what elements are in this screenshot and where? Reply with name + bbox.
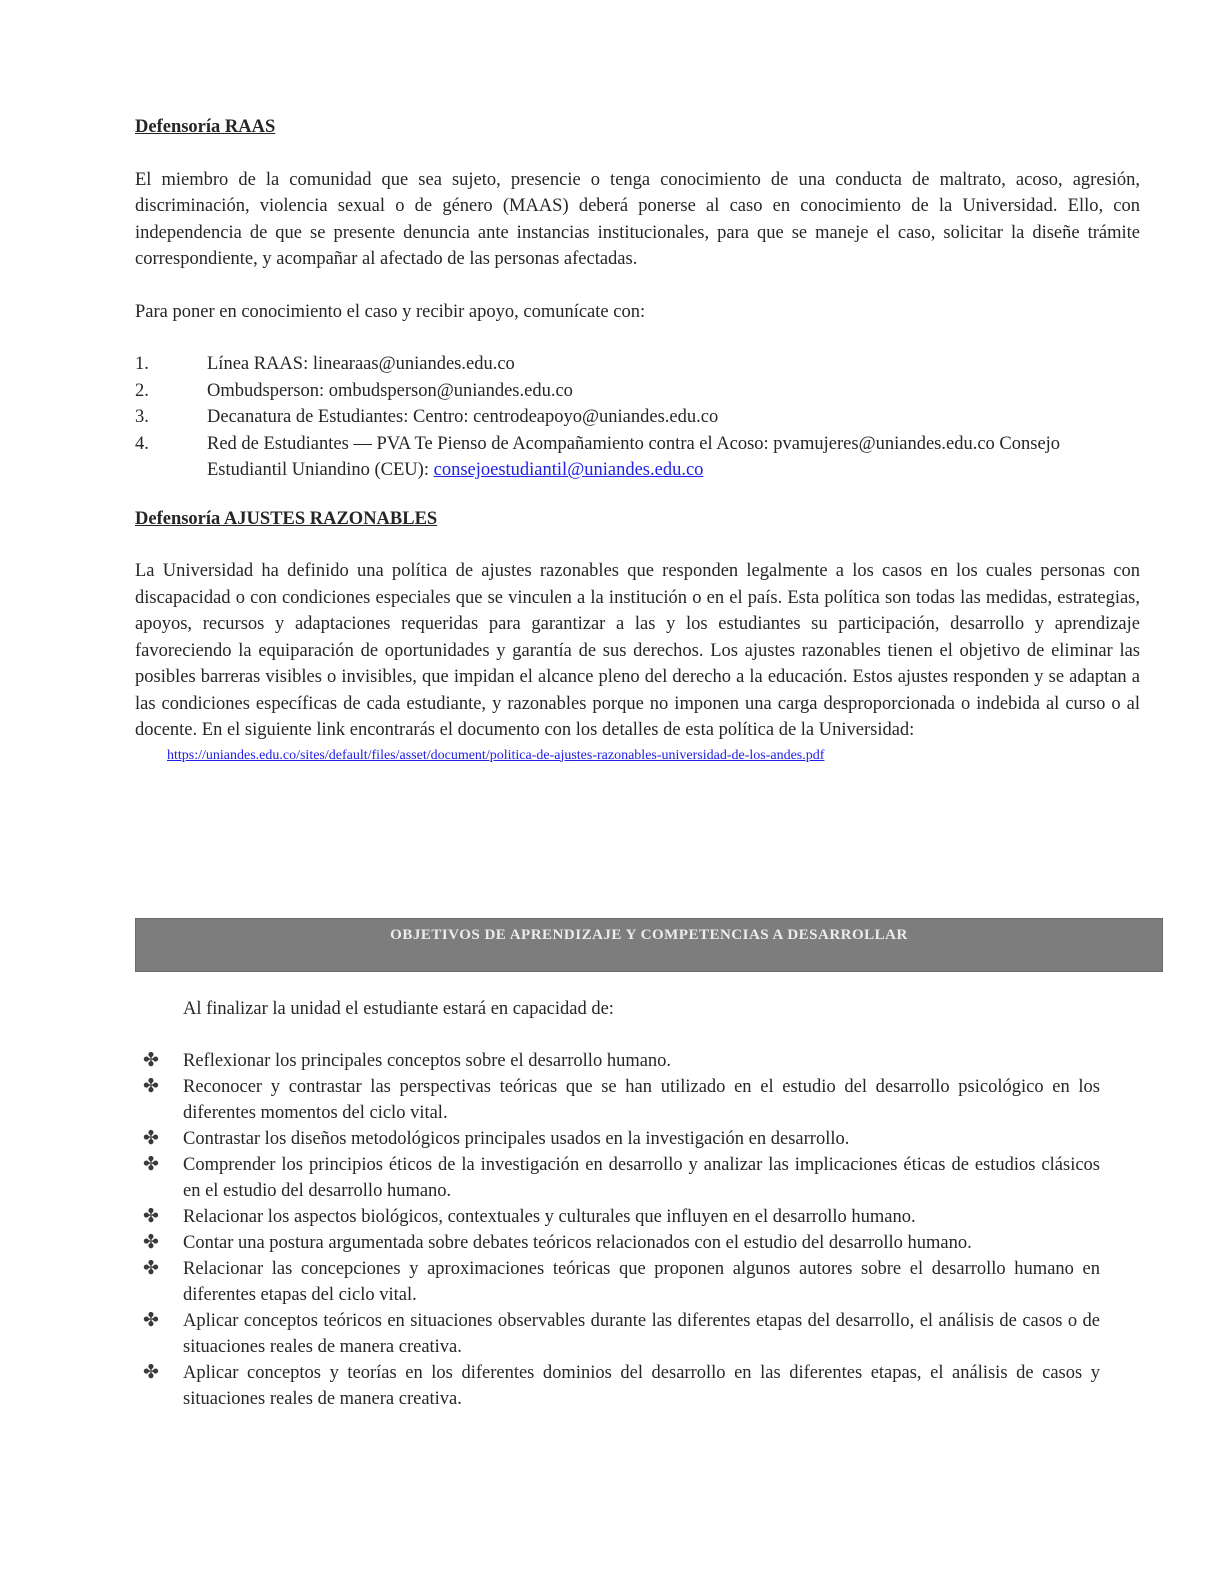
list-item-text: Contar una postura argumentada sobre debates teóricos relacionados con el estudio del desarrollo humano. [183, 1233, 972, 1253]
list-item-text: Relacionar las concepciones y aproximaciones teóricas que proponen algunos autores sobre el desarrollo humano en diferentes etapas del ciclo vital. [183, 1259, 1100, 1305]
list-item [135, 1308, 1100, 1360]
diamond-bullet-icon: ✤ [143, 1050, 159, 1071]
list-number: 2. [135, 380, 149, 401]
diamond-bullet-icon: ✤ [143, 1076, 159, 1097]
list-item-text: Comprender los principios éticos de la investigación en desarrollo y analizar las implicaciones éticas de estudios clásicos en el estudio del desarrollo humano. [183, 1155, 1100, 1201]
list-item-text: Decanatura de Estudiantes: Centro: centrodeapoyo@uniandes.edu.co [207, 407, 719, 427]
objectives-list [135, 1048, 1100, 1412]
ajustes-paragraph: La Universidad ha definido una política de ajustes razonables que responden legalmente a los casos en los cuales personas con discapacidad o con condiciones especiales que se vinculen a la institución o en el país. Esta política son todas las medidas, estrategias, apoyos, recursos y adaptaciones requeridas para garantizar a las y los estudiantes su participación, desarrollo y aprendizaje favoreciendo la equiparación de oportunidades y garantía de sus derechos. Los ajustes razonables tienen el objetivo de eliminar las posibles barreras visibles o invisibles, que impidan el alcance pleno del derecho a la educación. Estos ajustes responden y se adaptan a las condiciones específicas de cada estudiante, y razonables porque no imponen una carga desproporcionada o indebida al curso o al docente. En el siguiente link encontrarás el documento con los detalles de esta política de la Universidad: [135, 561, 1140, 740]
diamond-bullet-icon: ✤ [143, 1128, 159, 1149]
list-item [135, 404, 1140, 431]
list-item-text: Contrastar los diseños metodológicos principales usados en la investigación en desarrollo. [183, 1129, 850, 1149]
objectives-banner [135, 918, 1163, 972]
list-number: 1. [135, 354, 149, 374]
main-content [135, 114, 1140, 768]
list-item [135, 1126, 1100, 1152]
diamond-bullet-icon: ✤ [143, 1232, 159, 1253]
list-item [135, 1230, 1100, 1256]
list-number: 4. [135, 433, 149, 454]
list-item-text: Ombudsperson: ombudsperson@uniandes.edu.co [207, 380, 573, 401]
list-item-text: Reconocer y contrastar las perspectivas teóricas que se han utilizado en el estudio del desarrollo psicológico en los diferentes momentos del ciclo vital. [183, 1077, 1100, 1123]
banner-title: OBJETIVOS DE APRENDIZAJE Y COMPETENCIAS A DESARROLLAR [390, 927, 908, 943]
objectives-section [135, 996, 1100, 1412]
list-item [135, 1152, 1100, 1204]
objectives-intro: Al finalizar la unidad el estudiante estará en capacidad de: [183, 999, 614, 1019]
list-item [135, 351, 1140, 378]
list-item [135, 1204, 1100, 1230]
list-item [135, 378, 1140, 405]
ceu-email-link[interactable]: consejoestudiantil@uniandes.edu.co [433, 460, 704, 480]
list-number: 3. [135, 407, 149, 427]
list-item [135, 431, 1140, 484]
list-item-text: Reflexionar los principales conceptos sobre el desarrollo humano. [183, 1051, 672, 1071]
list-item [135, 1256, 1100, 1308]
list-item-text: Red de Estudiantes — PVA Te Pienso de Acompañamiento contra el Acoso: pvamujeres@uniandes.edu.co Consejo Estudiantil Uniandino (CEU): [207, 433, 1061, 480]
contact-intro: Para poner en conocimiento el caso y recibir apoyo, comunícate con: [135, 301, 646, 322]
policy-link[interactable]: https://uniandes.edu.co/sites/default/files/asset/document/politica-de-ajustes-razonables-universidad-de-los-andes.pdf [167, 747, 825, 763]
list-item [135, 1074, 1100, 1126]
list-item-text: Línea RAAS: linearaas@uniandes.edu.co [207, 354, 515, 374]
contact-list [135, 351, 1140, 484]
list-item-text: Relacionar los aspectos biológicos, contextuales y culturales que influyen en el desarrollo humano. [183, 1207, 916, 1227]
diamond-bullet-icon: ✤ [143, 1154, 159, 1175]
raas-paragraph: El miembro de la comunidad que sea sujeto, presencie o tenga conocimiento de una conducta de maltrato, acoso, agresión, discriminación, violencia sexual o de género (MAAS) deberá ponerse al caso en conocimiento de la Universidad. Ello, con independencia de que se presente denuncia ante instancias institucionales, para que se maneje el caso, solicitar la diseñe trámite correspondiente, y acompañar al afectado de las personas afectadas. [135, 169, 1140, 269]
diamond-bullet-icon: ✤ [143, 1258, 159, 1279]
list-item-text: Aplicar conceptos teóricos en situaciones observables durante las diferentes etapas del desarrollo, el análisis de casos o de situaciones reales de manera creativa. [183, 1311, 1100, 1357]
diamond-bullet-icon: ✤ [143, 1310, 159, 1331]
list-item-text: Aplicar conceptos y teorías en los diferentes dominios del desarrollo en las diferentes etapas, el análisis de casos y situaciones reales de manera creativa. [183, 1363, 1100, 1409]
diamond-bullet-icon: ✤ [143, 1206, 159, 1227]
section-title-ajustes: Defensoría AJUSTES RAZONABLES [135, 508, 438, 529]
diamond-bullet-icon: ✤ [143, 1362, 159, 1383]
section-title-raas: Defensoría RAAS [135, 117, 276, 137]
list-item [135, 1048, 1100, 1074]
list-item [135, 1360, 1100, 1412]
